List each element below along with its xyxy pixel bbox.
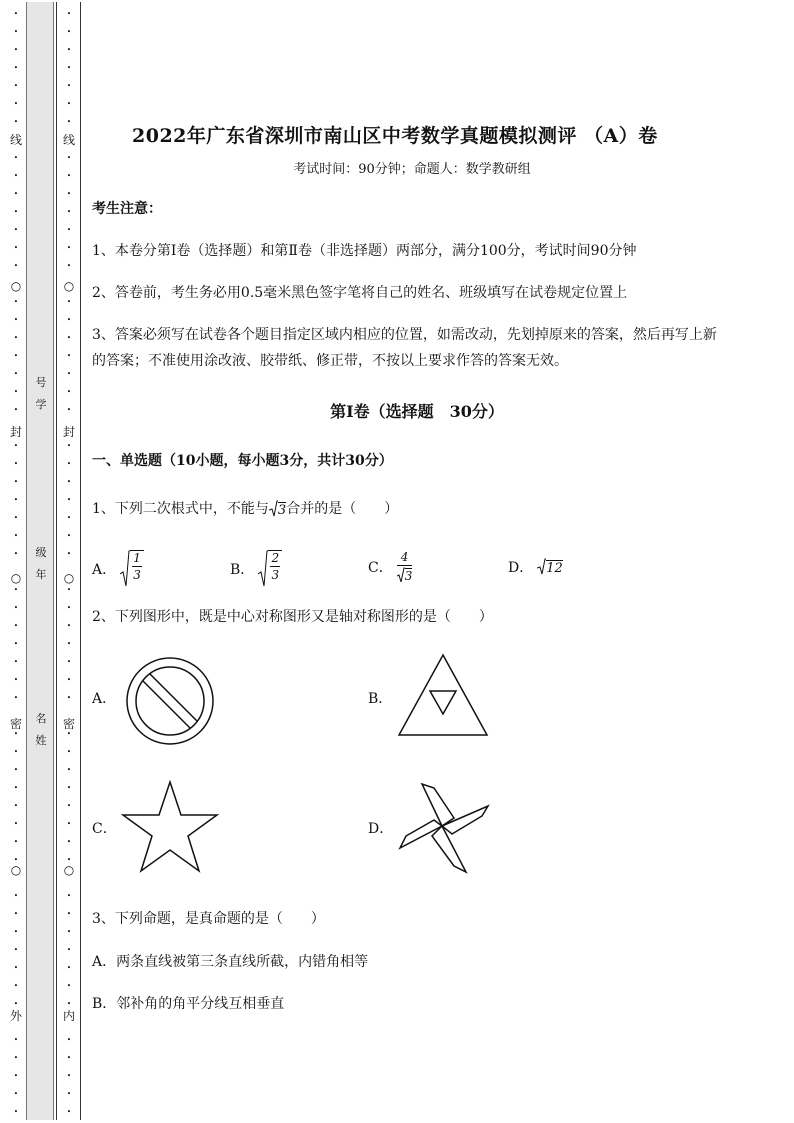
cut-line-dot: • bbox=[13, 1108, 19, 1116]
cut-line-dot: • bbox=[13, 910, 19, 918]
cut-line-dot: • bbox=[13, 766, 19, 774]
q1-stem-before: 1、下列二次根式中，不能与 bbox=[92, 501, 269, 517]
radical-sign-icon bbox=[397, 567, 405, 583]
numerator: 1 bbox=[133, 551, 141, 565]
field-label-char: 级 bbox=[35, 546, 47, 559]
cut-line-dot: • bbox=[13, 694, 19, 702]
cut-line-dot: • bbox=[13, 586, 19, 594]
cut-line-dot: • bbox=[66, 892, 72, 900]
cut-line-dot: • bbox=[13, 64, 19, 72]
cut-line-dot: • bbox=[13, 334, 19, 342]
cut-line-dot: • bbox=[13, 658, 19, 666]
cut-line-mark: 线 bbox=[9, 133, 22, 147]
five-point-star-icon[interactable] bbox=[118, 778, 222, 878]
cut-line-dot: • bbox=[66, 766, 72, 774]
cut-line-dot: • bbox=[13, 46, 19, 54]
cut-line-dot: • bbox=[13, 82, 19, 90]
cut-line-dot: • bbox=[13, 226, 19, 234]
cut-line-mark: ○ bbox=[63, 279, 75, 293]
cut-line-mark: 封 bbox=[62, 425, 75, 439]
notice-item: 的答案；不准使用涂改液、胶带纸、修正带，不按以上要求作答的答案无效。 bbox=[92, 353, 568, 369]
cut-line-dot: • bbox=[66, 226, 72, 234]
cut-line-dot: • bbox=[66, 1072, 72, 1080]
cut-line-dot: • bbox=[66, 1108, 72, 1116]
sqrt-fraction bbox=[120, 550, 144, 588]
cut-line-dot: • bbox=[66, 928, 72, 936]
denominator: 3 bbox=[271, 568, 280, 582]
cut-line-dot: • bbox=[66, 352, 72, 360]
q1-stem-after: 合并的是（ ） bbox=[286, 501, 399, 517]
question-1-stem bbox=[92, 496, 398, 522]
cut-line-dot: • bbox=[66, 586, 72, 594]
exam-subtitle: 考试时间：90分钟；命题人：数学教研组 bbox=[293, 162, 531, 177]
radicand: 12 bbox=[546, 561, 563, 576]
cut-line-mark: 外 bbox=[9, 1009, 22, 1023]
q1-option-a[interactable] bbox=[92, 550, 144, 588]
cut-line-dot: • bbox=[13, 982, 19, 990]
cut-line-dot: • bbox=[13, 820, 19, 828]
cut-line-dot: • bbox=[13, 496, 19, 504]
binding-gutter bbox=[0, 0, 84, 1123]
q3-option-b[interactable]: B．邻补角的角平分线互相垂直 bbox=[92, 996, 285, 1012]
cut-line-mark: 封 bbox=[9, 425, 22, 439]
field-label-char: 号 bbox=[35, 376, 47, 389]
radical-sign-icon bbox=[537, 558, 546, 576]
sqrt-12 bbox=[537, 558, 563, 576]
q1-option-d[interactable] bbox=[508, 557, 563, 577]
radicand: 3 bbox=[277, 503, 287, 518]
field-label-char: 姓 bbox=[35, 734, 47, 747]
cut-line-dot: • bbox=[13, 100, 19, 108]
cut-line-dot: • bbox=[66, 46, 72, 54]
cut-line-dot: • bbox=[13, 406, 19, 414]
cut-line-dot: • bbox=[66, 946, 72, 954]
cut-line-dot: • bbox=[66, 694, 72, 702]
cut-line-dot: • bbox=[66, 244, 72, 252]
cut-line-dot: • bbox=[66, 334, 72, 342]
cut-line-dot: • bbox=[66, 100, 72, 108]
field-label-char: 年 bbox=[35, 568, 47, 581]
cut-line-dot: • bbox=[13, 1054, 19, 1062]
cut-line-dot: • bbox=[13, 316, 19, 324]
cut-line-dot: • bbox=[13, 946, 19, 954]
cut-line-dot: • bbox=[66, 1000, 72, 1008]
notice-heading: 考生注意： bbox=[92, 201, 162, 217]
cut-line-dot: • bbox=[66, 478, 72, 486]
cut-line-dot: • bbox=[66, 802, 72, 810]
option-label: C． bbox=[368, 559, 393, 576]
cut-line-dot: • bbox=[66, 1090, 72, 1098]
cut-line-dot: • bbox=[13, 1036, 19, 1044]
cut-line-dot: • bbox=[66, 838, 72, 846]
cut-line-dot: • bbox=[66, 748, 72, 756]
cut-line-dot: • bbox=[13, 550, 19, 558]
fraction bbox=[397, 550, 413, 583]
field-label-char: 学 bbox=[35, 398, 47, 411]
cut-line-dot: • bbox=[66, 910, 72, 918]
cut-line-dot: • bbox=[13, 208, 19, 216]
cut-line-dot: • bbox=[66, 28, 72, 36]
gutter-divider-line bbox=[56, 2, 57, 1120]
cut-line-mark: ○ bbox=[63, 571, 75, 585]
notice-item: 2、答卷前，考生务必用0.5毫米黑色签字笔将自己的姓名、班级填写在试卷规定位置上 bbox=[92, 285, 628, 301]
cut-line-dot: • bbox=[66, 406, 72, 414]
cut-line-dot: • bbox=[13, 262, 19, 270]
cut-line-dot: • bbox=[66, 10, 72, 18]
cut-line-dot: • bbox=[66, 856, 72, 864]
part-heading: 一、单选题（10小题，每小题3分，共计30分） bbox=[92, 453, 393, 469]
cut-line-dot: • bbox=[66, 262, 72, 270]
cut-line-dot: • bbox=[13, 802, 19, 810]
cut-line-dot: • bbox=[66, 730, 72, 738]
cut-line-dot: • bbox=[66, 784, 72, 792]
cut-line-dot: • bbox=[13, 118, 19, 126]
cut-line-dot: • bbox=[13, 928, 19, 936]
cut-line-dot: • bbox=[13, 838, 19, 846]
notice-item: 1、本卷分第Ⅰ卷（选择题）和第Ⅱ卷（非选择题）两部分，满分100分，考试时间90分钟 bbox=[92, 243, 637, 259]
cut-line-dot: • bbox=[13, 388, 19, 396]
radical-sign-icon bbox=[120, 550, 130, 588]
cut-line-mark: 密 bbox=[9, 717, 22, 731]
cut-line-dot: • bbox=[13, 460, 19, 468]
cut-line-dot: • bbox=[66, 298, 72, 306]
inner-dotted-cut-line bbox=[62, 0, 76, 1123]
denominator: 3 bbox=[133, 568, 141, 582]
no-entry-sign-icon[interactable] bbox=[124, 655, 216, 747]
cut-line-dot: • bbox=[66, 604, 72, 612]
field-label-char: 名 bbox=[35, 712, 47, 725]
option-label: B． bbox=[230, 562, 255, 578]
section-title: 第Ⅰ卷（选择题 30分） bbox=[330, 402, 504, 421]
cut-line-dot: • bbox=[66, 658, 72, 666]
triangle-in-triangle-icon[interactable] bbox=[396, 652, 490, 738]
cut-line-dot: • bbox=[66, 316, 72, 324]
cut-line-dot: • bbox=[13, 622, 19, 630]
cut-line-dot: • bbox=[13, 748, 19, 756]
cut-line-dot: • bbox=[13, 964, 19, 972]
cut-line-dot: • bbox=[13, 532, 19, 540]
option-label: A． bbox=[92, 562, 117, 578]
cut-line-dot: • bbox=[66, 622, 72, 630]
cut-line-dot: • bbox=[66, 532, 72, 540]
question-3-stem: 3、下列命题，是真命题的是（ ） bbox=[92, 911, 325, 927]
gutter-divider-line bbox=[80, 2, 81, 1120]
cut-line-dot: • bbox=[66, 676, 72, 684]
q1-option-b[interactable] bbox=[230, 550, 282, 588]
cut-line-mark: ○ bbox=[63, 863, 75, 877]
cut-line-dot: • bbox=[66, 442, 72, 450]
sqrt-denominator bbox=[397, 565, 413, 583]
cut-line-mark: 线 bbox=[62, 133, 75, 147]
cut-line-dot: • bbox=[13, 442, 19, 450]
cut-line-dot: • bbox=[13, 514, 19, 522]
cut-line-dot: • bbox=[13, 1090, 19, 1098]
cut-line-dot: • bbox=[13, 730, 19, 738]
question-2-stem: 2、下列图形中，既是中心对称图形又是轴对称图形的是（ ） bbox=[92, 609, 493, 625]
cut-line-dot: • bbox=[13, 10, 19, 18]
cut-line-dot: • bbox=[66, 1036, 72, 1044]
q2-option-a-label[interactable]: A． bbox=[92, 691, 117, 707]
q3-option-a[interactable]: A．两条直线被第三条直线所截，内错角相等 bbox=[92, 954, 369, 970]
cut-line-mark: ○ bbox=[10, 863, 22, 877]
cut-line-mark: ○ bbox=[10, 279, 22, 293]
cut-line-dot: • bbox=[66, 82, 72, 90]
radicand: 3 bbox=[404, 569, 413, 583]
q2-option-c-label[interactable]: C． bbox=[92, 821, 117, 837]
cut-line-mark: ○ bbox=[10, 571, 22, 585]
pinwheel-icon[interactable] bbox=[396, 778, 492, 876]
cut-line-dot: • bbox=[66, 982, 72, 990]
cut-line-dot: • bbox=[13, 28, 19, 36]
notice-item: 3、答案必须写在试卷各个题目指定区域内相应的位置，如需改动，先划掉原来的答案，然后再写上新 bbox=[92, 327, 717, 343]
option-label: D． bbox=[508, 560, 534, 576]
cut-line-dot: • bbox=[13, 352, 19, 360]
cut-line-dot: • bbox=[66, 172, 72, 180]
cut-line-dot: • bbox=[66, 118, 72, 126]
cut-line-dot: • bbox=[13, 640, 19, 648]
cut-line-dot: • bbox=[66, 640, 72, 648]
cut-line-dot: • bbox=[13, 784, 19, 792]
cut-line-dot: • bbox=[13, 298, 19, 306]
cut-line-dot: • bbox=[13, 154, 19, 162]
cut-line-dot: • bbox=[13, 172, 19, 180]
cut-line-dot: • bbox=[66, 154, 72, 162]
cut-line-dot: • bbox=[66, 514, 72, 522]
cut-line-dot: • bbox=[66, 208, 72, 216]
numerator: 2 bbox=[271, 551, 280, 565]
cut-line-dot: • bbox=[13, 676, 19, 684]
student-info-band bbox=[26, 2, 54, 1120]
cut-line-dot: • bbox=[66, 460, 72, 468]
sqrt-fraction bbox=[258, 550, 282, 588]
sqrt-3 bbox=[269, 500, 286, 518]
cut-line-dot: • bbox=[66, 964, 72, 972]
cut-line-dot: • bbox=[13, 478, 19, 486]
cut-line-dot: • bbox=[66, 550, 72, 558]
cut-line-dot: • bbox=[13, 1072, 19, 1080]
q2-option-b-label[interactable]: B． bbox=[368, 691, 393, 707]
exam-title: 2022年广东省深圳市南山区中考数学真题模拟测评 （A）卷 bbox=[132, 125, 658, 147]
cut-line-dot: • bbox=[66, 1054, 72, 1062]
radical-sign-icon bbox=[258, 550, 268, 588]
q2-option-d-label[interactable]: D． bbox=[368, 821, 394, 837]
cut-line-dot: • bbox=[13, 370, 19, 378]
cut-line-dot: • bbox=[66, 820, 72, 828]
numerator: 4 bbox=[400, 550, 409, 564]
cut-line-mark: 密 bbox=[62, 717, 75, 731]
cut-line-dot: • bbox=[13, 244, 19, 252]
cut-line-dot: • bbox=[13, 190, 19, 198]
cut-line-dot: • bbox=[66, 496, 72, 504]
cut-line-dot: • bbox=[66, 370, 72, 378]
q1-option-c[interactable] bbox=[368, 550, 412, 583]
cut-line-dot: • bbox=[13, 856, 19, 864]
cut-line-mark: 内 bbox=[62, 1009, 75, 1023]
cut-line-dot: • bbox=[13, 604, 19, 612]
radical-sign-icon bbox=[269, 500, 278, 518]
cut-line-dot: • bbox=[66, 190, 72, 198]
cut-line-dot: • bbox=[13, 1000, 19, 1008]
outer-dotted-cut-line bbox=[9, 0, 23, 1123]
cut-line-dot: • bbox=[66, 64, 72, 72]
cut-line-dot: • bbox=[66, 388, 72, 396]
cut-line-dot: • bbox=[13, 892, 19, 900]
